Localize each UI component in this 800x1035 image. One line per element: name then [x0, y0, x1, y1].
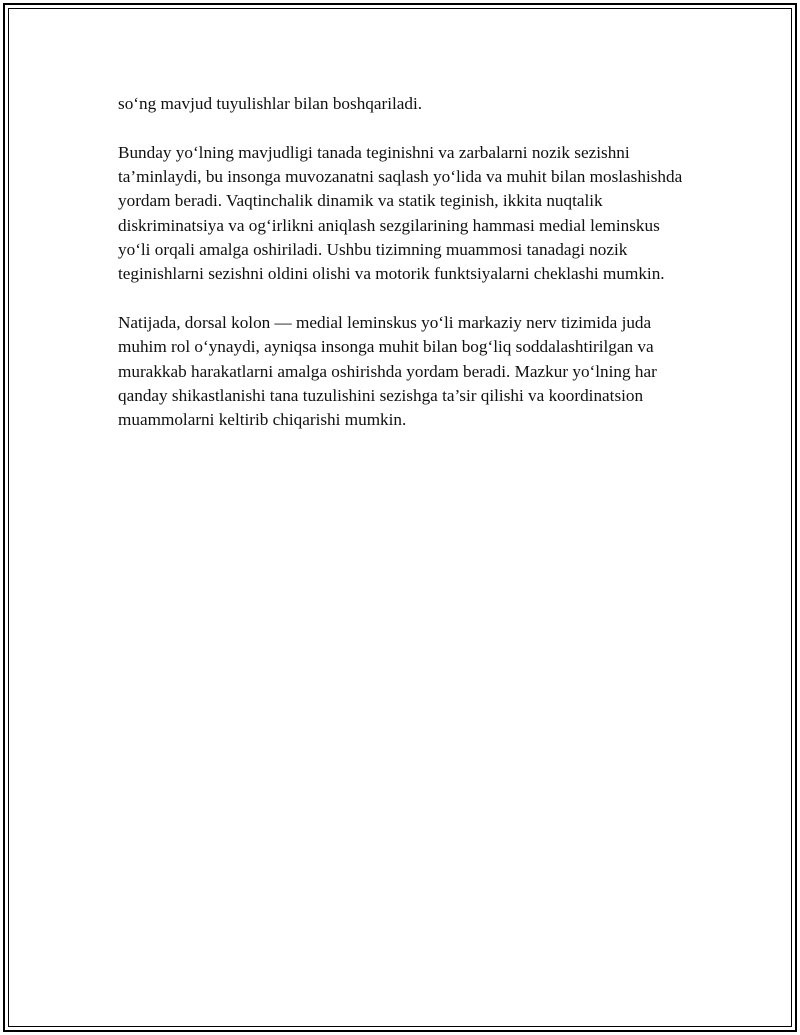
paragraph-conclusion: Natijada, dorsal kolon — medial leminskus yo‘li markaziy nerv tizimida juda muhim rol o‘ynaydi, ayniqsa insonga muhit bilan bog‘liq soddalashtirilgan va murakkab harakatlarni amalga oshirishda yordam beradi. Mazkur yo‘lning har qanday shikastlanishi tana tuzulishini sezishga ta’sir qilishi va koordinatsion muammolarni keltirib chiqarishi mumkin. — [118, 313, 657, 430]
paragraph-pathway-function: Bunday yo‘lning mavjudligi tanada teginishni va zarbalarni nozik sezishni ta’minlaydi, bu insonga muvozanatni saqlash yo‘lida va muhit bilan moslashishda yordam beradi. Vaqtinchalik dinamik va statik teginish, ikkita nuqtalik diskriminatsiya va og‘irlikni aniqlash sezgilarining hammasi medial leminskus yo‘li orqali amalga oshiriladi. Ushbu tizimning muammosi tanadagi nozik teginishlarni sezishni oldini olishi va motorik funktsiyalarni cheklashi mumkin. — [118, 142, 683, 284]
paragraph-continuation: so‘ng mavjud tuyulishlar bilan boshqariladi. — [118, 94, 423, 113]
document-body — [118, 92, 693, 457]
